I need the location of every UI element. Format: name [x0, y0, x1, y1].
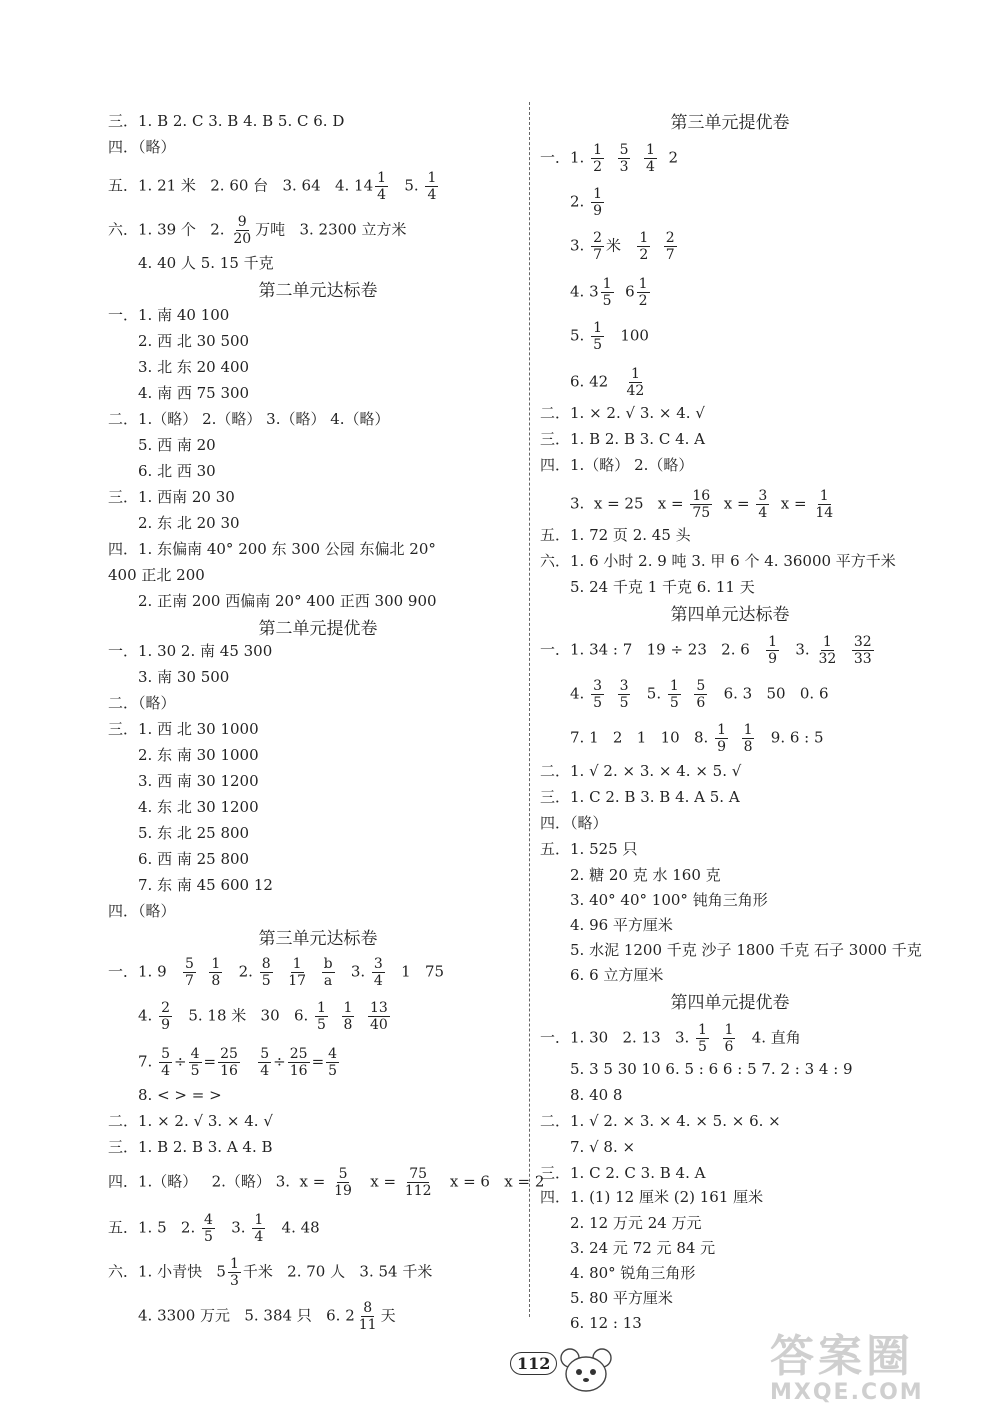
fraction: $\frac{13}{40}$	[369, 1000, 388, 1033]
answer-line: 4. 南 西 75 300	[138, 384, 250, 402]
fraction: $\frac{2}{7}$	[593, 230, 603, 263]
answer-line: 四．1. (1) 12 厘米 (2) 161 厘米	[540, 1188, 764, 1206]
fraction: $\frac{5}{6}$	[696, 678, 706, 711]
fraction: $\frac{1}{9}$	[768, 634, 778, 667]
answer-line: 五．1. 72 页 2. 45 头	[540, 526, 691, 544]
fraction: $\frac{4}{5}$	[328, 1046, 338, 1079]
fraction: $\frac{1}{5}$	[317, 1000, 326, 1033]
answer-line: 3. 北 东 20 400	[138, 358, 250, 376]
answer-line: 3. 南 30 500	[138, 668, 230, 686]
fraction: $\frac{32}{33}$	[853, 634, 872, 667]
fraction: $\frac{4}{5}$	[190, 1046, 200, 1079]
answer-line: 2. 12 万元 24 万元	[570, 1214, 702, 1232]
answer-line: 3. 40° 40° 100° 钝角三角形	[570, 891, 768, 909]
watermark-url: MXQE.COM	[770, 1380, 924, 1405]
fraction: $\frac{25}{16}$	[220, 1046, 238, 1079]
answer-line: 7. $\frac{5}{4}$ ÷ $\frac{4}{5}$ = $\frac{25}{16}$ $\frac{5}{4}$ ÷ $\frac{25}{16}$ = $\frac{4}{5}$	[138, 1046, 338, 1079]
fraction: $\frac{5}{4}$	[161, 1046, 171, 1079]
answer-line: 2. 正南 200 西偏南 20° 400 正西 300 900	[138, 592, 437, 610]
answer-line: 5. 东 北 25 800	[138, 824, 250, 842]
fraction: $\frac{1}{17}$	[288, 956, 307, 989]
fraction: $\frac{5}{4}$	[260, 1046, 270, 1079]
answer-line: 二．1. × 2. √ 3. × 4. √	[540, 404, 705, 422]
fraction: $\frac{1}{8}$	[743, 722, 753, 755]
answer-line: 8. 40 8	[570, 1086, 623, 1104]
answer-line: 四．1.（略） 2.（略）	[540, 456, 694, 474]
answer-line: 6. 西 南 25 800	[138, 850, 250, 868]
answer-line: 4. 40 人 5. 15 千克	[138, 254, 274, 272]
fraction: $\frac{1}{3}$	[229, 1256, 239, 1289]
answer-line: 4. 3300 万元 5. 384 只 6. 2 $\frac{8}{11}$ 天	[138, 1300, 396, 1333]
watermark	[770, 1320, 924, 1405]
fraction: $\frac{3}{5}$	[619, 678, 629, 711]
answer-line: 5. 水泥 1200 千克 沙子 1800 千克 石子 3000 千克	[570, 941, 922, 959]
answer-line: 三．1. 西 北 30 1000	[108, 720, 259, 738]
answer-line: 4. 96 平方厘米	[570, 916, 673, 934]
answer-line: 8. < > = >	[138, 1086, 222, 1104]
fraction: $\frac{1}{32}$	[818, 634, 837, 667]
answer-line: 五．1. 5 2. $\frac{4}{5}$ 3. $\frac{1}{4}$ 4. 48	[108, 1212, 320, 1245]
fraction: $\frac{1}{8}$	[343, 1000, 353, 1033]
section-title: 第三单元达标卷	[258, 929, 378, 949]
answer-line: 6. 42 $\frac{1}{42}$	[570, 366, 645, 399]
answer-line: 六．1. 6 小时 2. 9 吨 3. 甲 6 个 4. 36000 平方千米	[540, 552, 896, 570]
fraction: $\frac{8}{11}$	[358, 1300, 377, 1333]
fraction: $\frac{2}{9}$	[161, 1000, 171, 1033]
fraction: $\frac{1}{8}$	[211, 956, 221, 989]
answer-line: 5. 西 南 20	[138, 436, 216, 454]
answer-line: 7. 东 南 45 600 12	[138, 876, 273, 894]
answer-line: 2. 西 北 30 500	[138, 332, 250, 350]
fraction: $\frac{8}{5}$	[261, 956, 271, 989]
answer-line: 一．1. $\frac{1}{2}$ $\frac{5}{3}$ $\frac{1}{4}$ 2	[540, 142, 679, 175]
answer-line: 2. 糖 20 克 水 160 克	[570, 866, 721, 884]
fraction: $\frac{1}{4}$	[254, 1212, 264, 1245]
answer-line: 6. 6 立方厘米	[570, 966, 664, 984]
fraction: $\frac{2}{7}$	[665, 230, 675, 263]
fraction: $\frac{1}{4}$	[377, 170, 387, 203]
section-title: 第二单元达标卷	[258, 281, 378, 301]
fraction: $\frac{9}{20}$	[233, 214, 252, 247]
answer-line: 一．1. 南 40 100	[108, 306, 230, 324]
answer-line: 三．1. 西南 20 30	[108, 488, 235, 506]
section-title: 第四单元提优卷	[670, 993, 790, 1013]
answer-line: 二．1. × 2. √ 3. × 4. √	[108, 1112, 273, 1130]
fraction: $\frac{1}{5}$	[602, 276, 612, 309]
answer-line: 二．1. √ 2. × 3. × 4. × 5. × 6. ×	[540, 1112, 781, 1130]
fraction: $\frac{1}{2}$	[639, 230, 649, 263]
answer-line: 3. 24 元 72 元 84 元	[570, 1239, 716, 1257]
answer-line: 2. 东 南 30 1000	[138, 746, 259, 764]
answer-line: 7. √ 8. ×	[570, 1138, 636, 1156]
fraction: $\frac{3}{4}$	[373, 956, 383, 989]
mascot-icon	[556, 1344, 616, 1396]
answer-line: 二．1. √ 2. × 3. × 4. × 5. √	[540, 762, 742, 780]
answer-line: 6. 北 西 30	[138, 462, 216, 480]
fraction: $\frac{5}{7}$	[184, 956, 194, 989]
fraction: $\frac{1}{6}$	[724, 1022, 734, 1055]
answer-line: 6. 12 : 13	[570, 1314, 642, 1332]
page-number: 112	[510, 1352, 557, 1375]
fraction: $\frac{16}{75}$	[692, 488, 711, 521]
fraction: $\frac{1}{5}$	[698, 1022, 707, 1055]
fraction: $\frac{1}{4}$	[646, 142, 655, 175]
fraction: $\frac{1}{5}$	[593, 320, 603, 353]
answer-line: 400 正北 200	[108, 566, 205, 584]
section-title: 第三单元提优卷	[670, 113, 790, 133]
answer-line: 三．1. B 2. C 3. B 4. B 5. C 6. D	[108, 112, 345, 130]
column-divider	[529, 102, 530, 1317]
answer-line: 四．1. 东偏南 40° 200 东 300 公园 东偏北 20°	[108, 540, 436, 558]
fraction: $\frac{5}{3}$	[619, 142, 629, 175]
fraction: $\frac{1}{14}$	[815, 488, 834, 521]
fraction: $\frac{3}{4}$	[758, 488, 768, 521]
fraction: $\frac{1}{9}$	[717, 722, 727, 755]
answer-line: 四．（略）	[108, 138, 176, 156]
fraction: $\frac{1}{9}$	[593, 186, 603, 219]
answer-line: 5. 80 平方厘米	[570, 1289, 673, 1307]
answer-line: 4. 东 北 30 1200	[138, 798, 259, 816]
section-title: 第四单元达标卷	[670, 605, 790, 625]
section-title: 第二单元提优卷	[258, 619, 378, 639]
answer-line: 三．1. B 2. B 3. A 4. B	[108, 1138, 273, 1156]
answer-line: 一．1. 34 : 7 19 ÷ 23 2. 6 $\frac{1}{9}$ 3. $\frac{1}{32}$ $\frac{32}{33}$	[540, 634, 872, 667]
fraction: $\frac{1}{2}$	[638, 276, 648, 309]
answer-line: 三．1. B 2. B 3. C 4. A	[540, 430, 705, 448]
answer-line: 4. 80° 锐角三角形	[570, 1264, 696, 1282]
answer-line: 三．1. C 2. C 3. B 4. A	[540, 1164, 706, 1182]
answer-line: 4. $\frac{2}{9}$ 5. 18 米 30 6. $\frac{1}{5}$ $\frac{1}{8}$ $\frac{13}{40}$	[138, 1000, 388, 1033]
answer-line: 4. 3 $\frac{1}{5}$ 6 $\frac{1}{2}$	[570, 276, 648, 309]
fraction: $\frac{1}{2}$	[593, 142, 603, 175]
answer-line: 3. $\frac{2}{7}$ 米 $\frac{1}{2}$ $\frac{2}{7}$	[570, 230, 675, 263]
answer-line: 二．（略）	[108, 694, 176, 712]
fraction: $\frac{3}{5}$	[593, 678, 603, 711]
fraction: $\frac{1}{5}$	[669, 678, 679, 711]
answer-line: 一．1. 30 2. 13 3. $\frac{1}{5}$ $\frac{1}{6}$ 4. 直角	[540, 1022, 801, 1055]
answer-line: 二．1.（略） 2.（略） 3.（略） 4.（略）	[108, 410, 390, 428]
answer-line: 五．1. 21 米 2. 60 台 3. 64 4. 14 $\frac{1}{4}$ 5. $\frac{1}{4}$	[108, 170, 437, 203]
fraction: $\frac{1}{4}$	[427, 170, 437, 203]
answer-line: 一．1. 30 2. 南 45 300	[108, 642, 273, 660]
answer-line: 5. 24 千克 1 千克 6. 11 天	[570, 578, 755, 596]
page-footer	[480, 1344, 640, 1404]
answer-line: 5. $\frac{1}{5}$ 100	[570, 320, 649, 353]
answer-line: 4. $\frac{3}{5}$ $\frac{3}{5}$ 5. $\frac{1}{5}$ $\frac{5}{6}$ 6. 3 50 0. 6	[570, 678, 829, 711]
answer-line: 六．1. 小青快 5 $\frac{1}{3}$ 千米 2. 70 人 3. 54 千米	[108, 1256, 433, 1289]
fraction: $\frac{5}{19}$	[334, 1166, 352, 1199]
answer-line: 3. x = 25 x = $\frac{16}{75}$ x = $\frac{3}{4}$ x = $\frac{1}{14}$	[570, 488, 834, 521]
answer-line: 2. 东 北 20 30	[138, 514, 240, 532]
fraction: $\frac{b}{a}$	[323, 956, 333, 989]
answer-line: 7. 1 2 1 10 8. $\frac{1}{9}$ $\frac{1}{8}$ 9. 6 : 5	[570, 722, 824, 755]
fraction: $\frac{25}{16}$	[289, 1046, 308, 1079]
answer-line: 四．1.（略） 2.（略） 3. x = $\frac{5}{19}$ x = $\frac{75}{112}$ x = 6 x = 2	[108, 1166, 545, 1199]
answer-line: 2. $\frac{1}{9}$	[570, 186, 603, 219]
answer-line: 一．1. 9 $\frac{5}{7}$ $\frac{1}{8}$ 2. $\frac{8}{5}$ $\frac{1}{17}$ $\frac{b}{a}$ 3. $\frac{3}{4}$ 1 75	[108, 956, 445, 989]
watermark-logo-text: 答案圈	[770, 1331, 914, 1382]
fraction: $\frac{1}{42}$	[626, 366, 645, 399]
answer-line: 四．（略）	[540, 814, 608, 832]
answer-line: 3. 西 南 30 1200	[138, 772, 259, 790]
answer-line: 5. 3 5 30 10 6. 5 : 6 6 : 5 7. 2 : 3 4 : 9	[570, 1060, 853, 1078]
fraction: $\frac{75}{112}$	[404, 1166, 432, 1199]
answer-line: 六．1. 39 个 2. $\frac{9}{20}$ 万吨 3. 2300 立方米	[108, 214, 407, 247]
answer-line: 三．1. C 2. B 3. B 4. A 5. A	[540, 788, 740, 806]
answer-line: 四．（略）	[108, 902, 176, 920]
answer-line: 五．1. 525 只	[540, 840, 638, 858]
fraction: $\frac{4}{5}$	[204, 1212, 213, 1245]
